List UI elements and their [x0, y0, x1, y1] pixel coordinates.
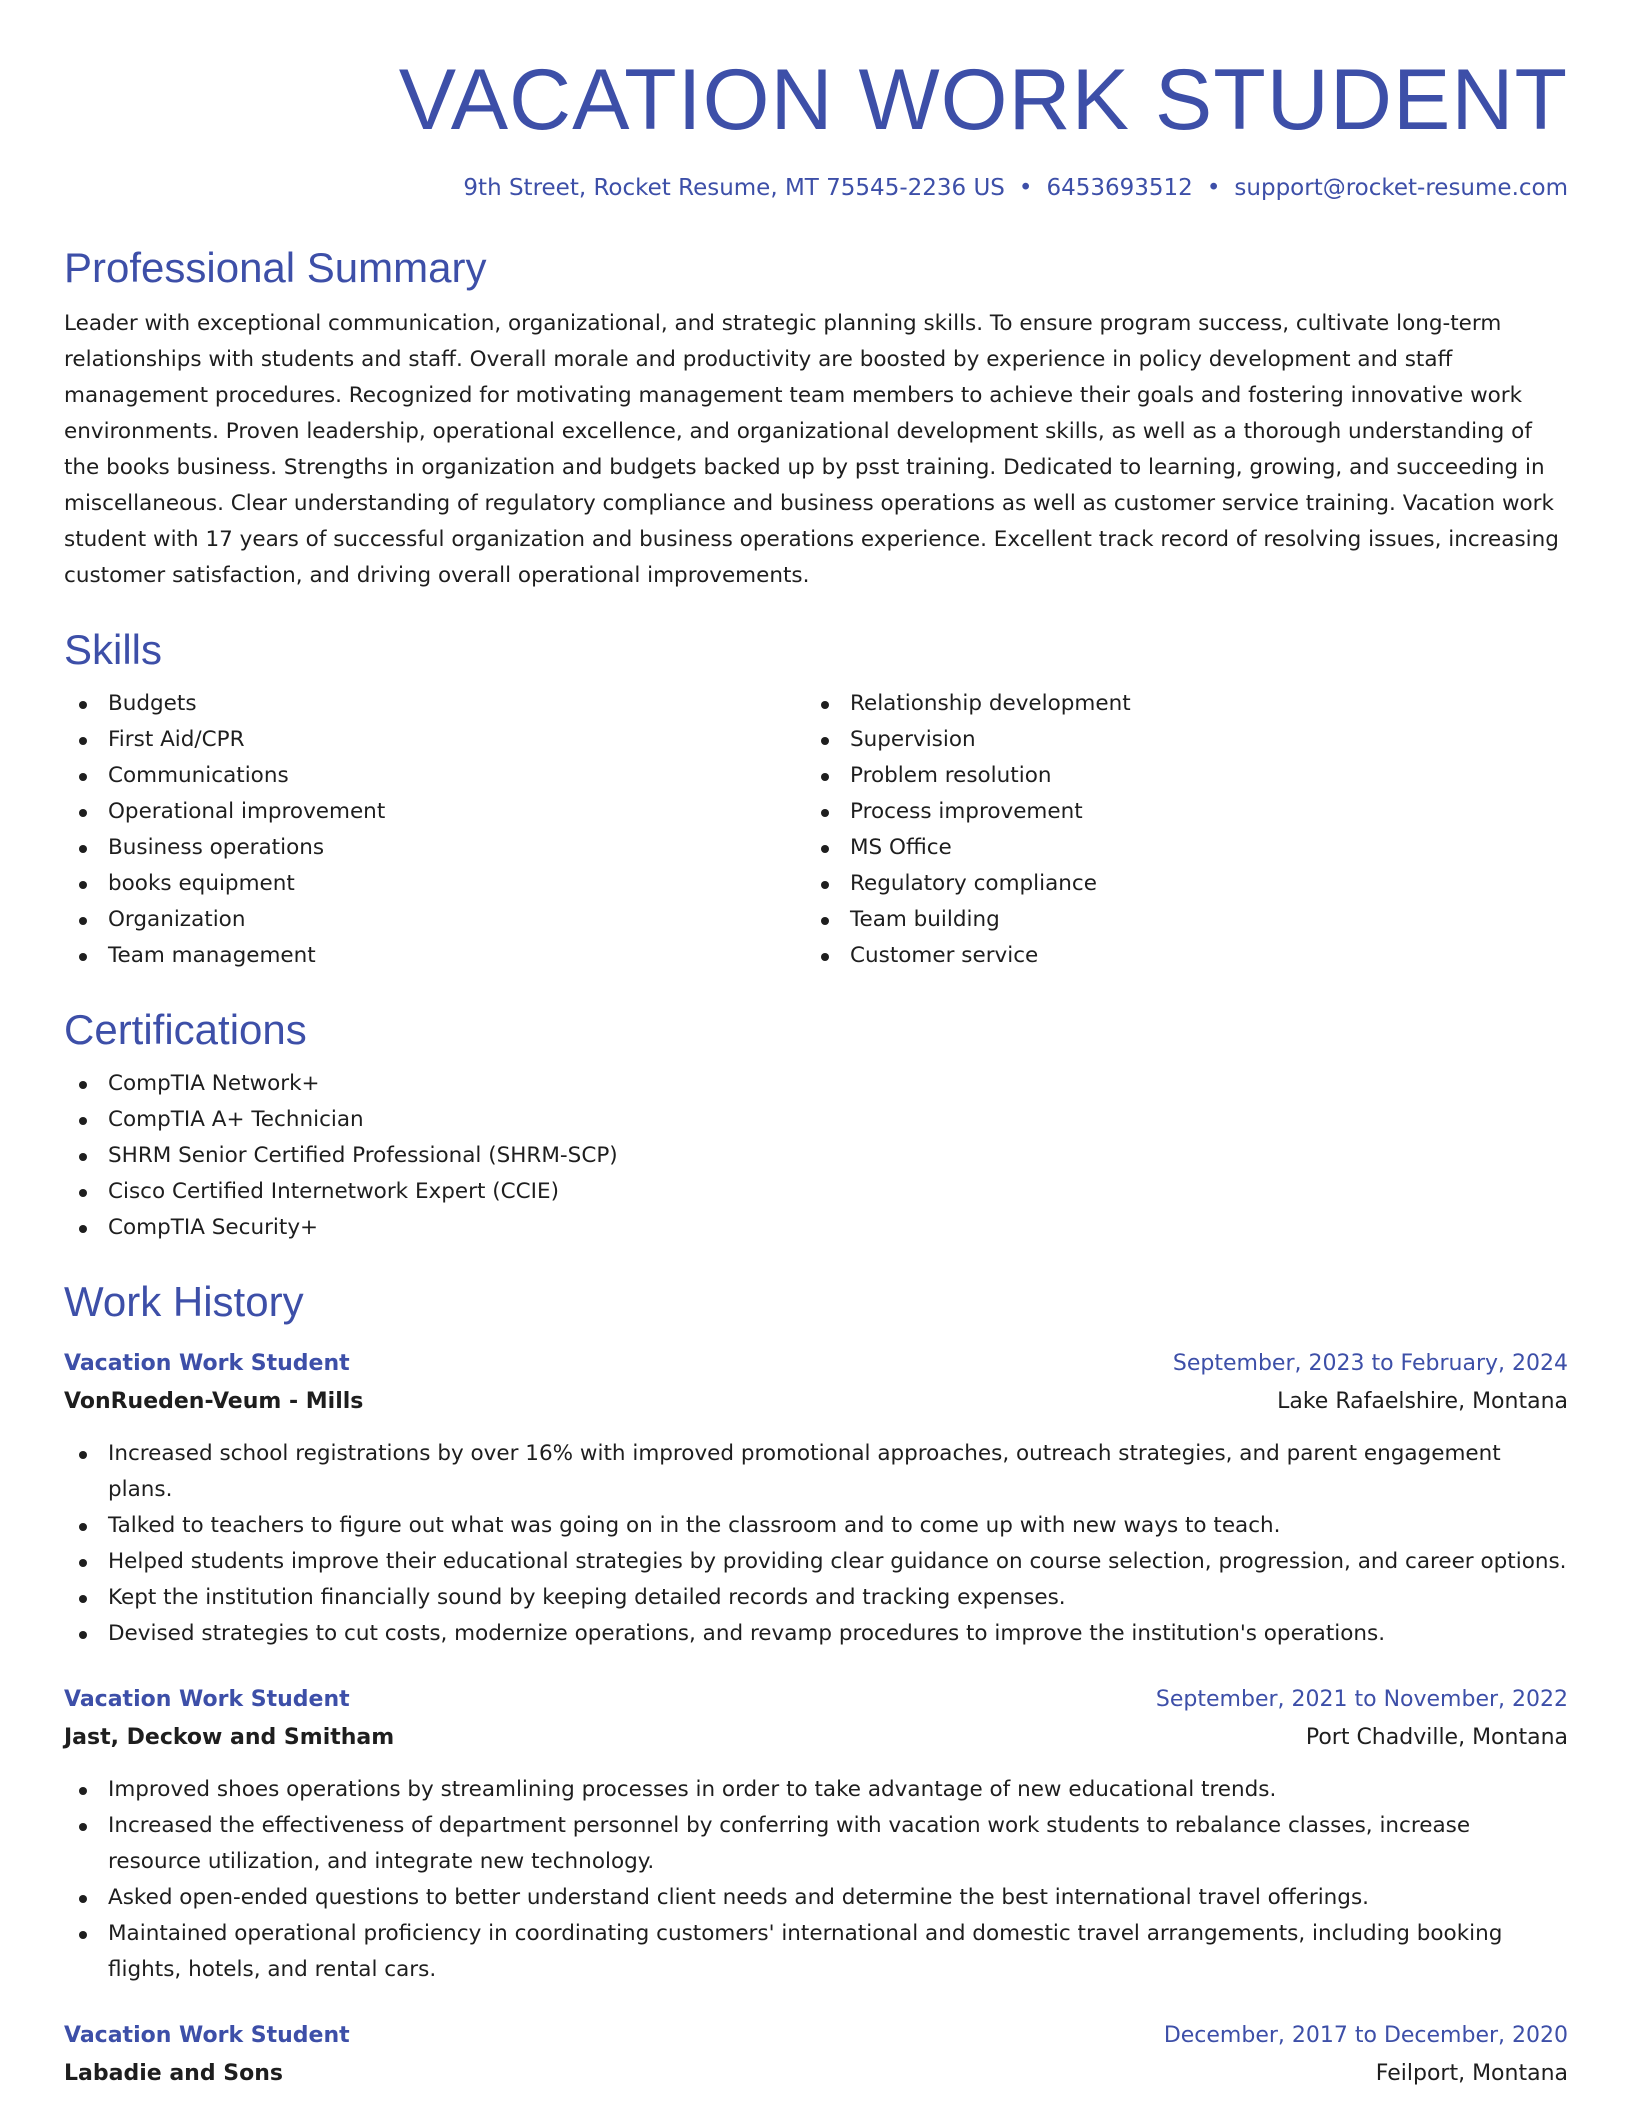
job-company-row	[64, 1718, 1568, 1758]
contact-separator: •	[1018, 175, 1033, 201]
skill-item: Operational improvement	[64, 794, 806, 830]
job-bullet: Maintained operational proficiency in coordinating customers' international and domestic travel arrangements, including booking flights, hotels, and rental cars.	[64, 1916, 1568, 1988]
summary-heading: Professional Summary	[64, 244, 487, 291]
job-dates: December, 2017 to December, 2020	[1163, 2023, 1568, 2048]
work-history-heading: Work History	[64, 1278, 304, 1325]
job-bullet: Helped students improve their educational strategies by providing clear guidance on course selection, progression, and career options.	[64, 1544, 1568, 1580]
skill-item: books equipment	[64, 866, 806, 902]
job-company: VonRueden-Veum - Mills	[64, 1389, 364, 1414]
job-title: Vacation Work Student	[64, 2023, 350, 2048]
skill-item: Organization	[64, 902, 806, 938]
skill-item: Budgets	[64, 686, 806, 722]
contact-phone[interactable]: 6453693512	[1046, 175, 1193, 201]
skill-item: Communications	[64, 758, 806, 794]
job-location: Port Chadville, Montana	[1305, 1725, 1568, 1750]
skills-grid	[64, 686, 1568, 974]
job-bullet: Improved shoes operations by streamlining processes in order to take advantage of new educational trends.	[64, 1772, 1568, 1808]
job-bullets	[64, 1436, 1568, 1652]
job-location: Feilport, Montana	[1375, 2061, 1568, 2086]
summary-text: Leader with exceptional communication, organizational, and strategic planning skills. To ensure program success, cultivate long-term relationships with students and staff. Overall morale and productivity are boosted by experience in policy development and staff management procedures. Recognized for motivating management team members to achieve their goals and fostering innovative work environments. Proven leadership, operational excellence, and organizational development skills, as well as a thorough understanding of the books business. Strengths in organization and budgets backed up by psst training. Dedicated to learning, growing, and succeeding in miscellaneous. Clear understanding of regulatory compliance and business operations as well as customer service training. Vacation work student with 17 years of successful organization and business operations experience. Excellent track record of resolving issues, increasing customer satisfaction, and driving overall operational improvements.	[64, 311, 1559, 588]
certification-item: CompTIA Security+	[64, 1210, 1568, 1246]
contact-address: 9th Street, Rocket Resume, MT 75545-2236 US	[463, 175, 1005, 201]
skill-item: Process improvement	[806, 794, 1568, 830]
contact-email[interactable]: support@rocket-resume.com	[1234, 175, 1568, 201]
skill-item: MS Office	[806, 830, 1568, 866]
certification-item: CompTIA A+ Technician	[64, 1102, 1568, 1138]
job-entry	[64, 2018, 1568, 2094]
skills-list-left	[64, 686, 806, 974]
candidate-name: VACATION WORK STUDENT	[398, 52, 1568, 148]
resume-header	[64, 50, 1568, 204]
job-bullet: Devised strategies to cut costs, modernize operations, and revamp procedures to improve the institution's operations.	[64, 1616, 1568, 1652]
job-company-row	[64, 2054, 1568, 2094]
job-title-row	[64, 2018, 1568, 2054]
contact-separator: •	[1206, 175, 1221, 201]
job-bullet: Kept the institution financially sound by keeping detailed records and tracking expenses.	[64, 1580, 1568, 1616]
skills-heading: Skills	[64, 626, 163, 673]
job-location: Lake Rafaelshire, Montana	[1277, 1389, 1568, 1414]
job-title: Vacation Work Student	[64, 1351, 350, 1376]
work-history-section	[64, 1276, 1568, 2094]
contact-line	[64, 172, 1568, 204]
job-dates: September, 2021 to November, 2022	[1155, 1687, 1568, 1712]
job-bullet: Increased the effectiveness of department personnel by conferring with vacation work students to rebalance classes, increase resource utilization, and integrate new technology.	[64, 1808, 1568, 1880]
job-dates: September, 2023 to February, 2024	[1172, 1351, 1568, 1376]
certifications-heading: Certifications	[64, 1006, 307, 1053]
skill-item: First Aid/CPR	[64, 722, 806, 758]
job-entry	[64, 1346, 1568, 1652]
certification-item: CompTIA Network+	[64, 1066, 1568, 1102]
skill-item: Problem resolution	[806, 758, 1568, 794]
skill-item: Relationship development	[806, 686, 1568, 722]
skill-item: Customer service	[806, 938, 1568, 974]
job-entry	[64, 1682, 1568, 1988]
skill-item: Regulatory compliance	[806, 866, 1568, 902]
job-bullet: Talked to teachers to figure out what was going on in the classroom and to come up with new ways to teach.	[64, 1508, 1568, 1544]
certification-item: Cisco Certified Internetwork Expert (CCIE)	[64, 1174, 1568, 1210]
job-company: Jast, Deckow and Smitham	[64, 1725, 395, 1750]
job-bullet: Increased school registrations by over 16% with improved promotional approaches, outreach strategies, and parent engagement plans.	[64, 1436, 1568, 1508]
job-company-row	[64, 1382, 1568, 1422]
skill-item: Team management	[64, 938, 806, 974]
job-bullet: Asked open-ended questions to better understand client needs and determine the best international travel offerings.	[64, 1880, 1568, 1916]
certifications-list	[64, 1066, 1568, 1246]
certifications-section	[64, 1004, 1568, 1246]
certification-item: SHRM Senior Certified Professional (SHRM-SCP)	[64, 1138, 1568, 1174]
skills-section	[64, 624, 1568, 974]
summary-section	[64, 242, 1568, 594]
job-title-row	[64, 1346, 1568, 1382]
skill-item: Supervision	[806, 722, 1568, 758]
job-company: Labadie and Sons	[64, 2061, 283, 2086]
job-title: Vacation Work Student	[64, 1687, 350, 1712]
skills-list-right	[806, 686, 1568, 974]
job-bullets	[64, 1772, 1568, 1988]
skill-item: Business operations	[64, 830, 806, 866]
skill-item: Team building	[806, 902, 1568, 938]
job-title-row	[64, 1682, 1568, 1718]
